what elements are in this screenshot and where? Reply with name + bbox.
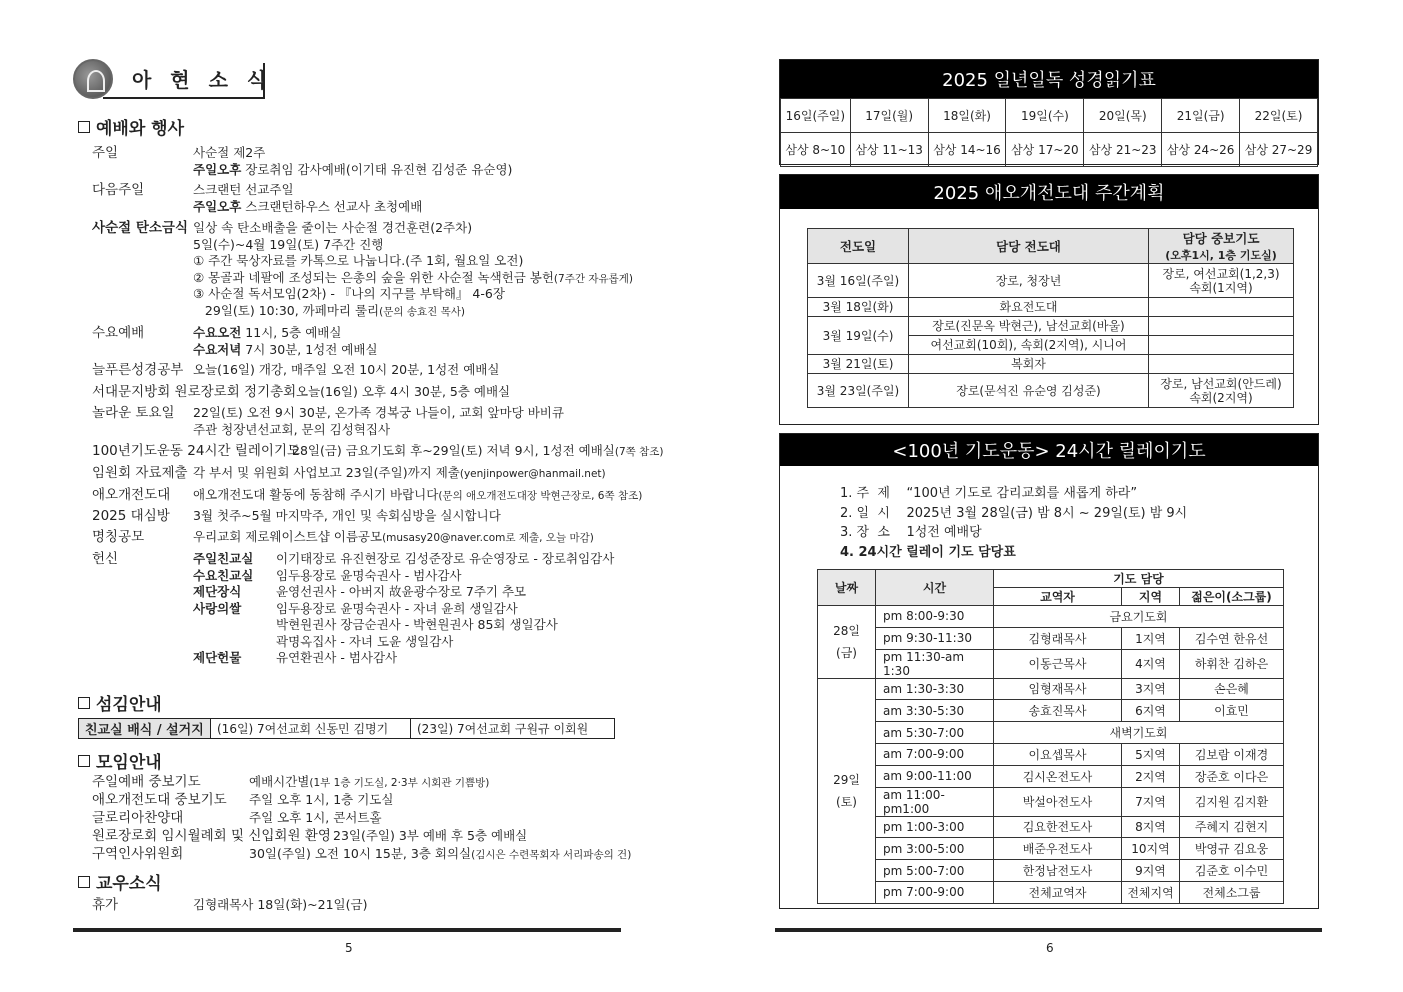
- relay-youth: 김준호 이수민: [1180, 860, 1284, 882]
- heading-text: 모임안내: [96, 753, 162, 773]
- bible-reading-cell: 삼상 8~10: [781, 133, 851, 167]
- lent-line: ② 몽골과 네팔에 조성되는 은총의 숲을 위한 사순절 녹색헌금 봉헌(7주간 자유롭게): [193, 269, 633, 285]
- staff-label: 휴가: [92, 897, 119, 913]
- lent-line: 5일(수)~4월 19일(토) 7주간 진행: [193, 236, 384, 252]
- bible-reading-cell: 삼상 21~23: [1084, 133, 1162, 167]
- offering-label: 헌신: [92, 551, 119, 567]
- bible-days-row: [781, 99, 1318, 133]
- event-text: 오늘(16일) 오후 4시 30분, 5층 예배실: [296, 384, 511, 399]
- mission-date: 3월 21일(토): [808, 355, 909, 374]
- mission-title: 2025 애오개전도대 주간계획: [780, 175, 1318, 209]
- mission-table: [807, 228, 1294, 408]
- saturday-label: 놀라운 토요일: [92, 405, 175, 421]
- bible-day-cell: 20일(목): [1084, 99, 1162, 133]
- mission-team: 여선교회(10회), 속회(2지역), 시니어: [909, 336, 1149, 355]
- relay-row: [818, 678, 1284, 700]
- relay-area: 9지역: [1122, 860, 1180, 882]
- relay-h-youth: 젊은이(소그룹): [1180, 588, 1284, 606]
- event-label: 서대문지방회 원로장로회 정기총회: [92, 384, 297, 400]
- page-number: 5: [345, 941, 353, 955]
- notice-label: 100년기도운동 24시간 릴레이기도: [92, 443, 301, 459]
- relay-merged: 새벽기도회: [994, 722, 1284, 744]
- relay-time: am 3:30-5:30: [876, 700, 994, 722]
- relay-info-line: 2. 일 시 2025년 3월 28일(금) 밤 8시 ~ 29일(토) 밤 9시: [840, 505, 1188, 521]
- lent-line: 일상 속 탄소배출을 줄이는 사순절 경건훈련(2주차): [193, 220, 473, 235]
- checkbox-icon: [78, 121, 90, 133]
- mission-prayer: [1149, 298, 1294, 317]
- relay-area: 2지역: [1122, 765, 1180, 787]
- notice-label: 임원회 자료제출: [92, 465, 188, 481]
- bible-reading-cell: 삼상 14~16: [928, 133, 1006, 167]
- mission-team: 장로, 청장년: [909, 264, 1149, 298]
- header-date: 전도일: [808, 229, 909, 264]
- meeting-text: 주일 오후 1시, 콘서트홀: [249, 810, 382, 825]
- bible-readings-row: [781, 133, 1318, 167]
- mission-prayer: 장로, 여선교회(1,2,3) 속회(1지역): [1149, 264, 1294, 298]
- footer-rule: [73, 928, 621, 932]
- bible-day-cell: 22일(토): [1240, 99, 1318, 133]
- relay-row: [818, 838, 1284, 860]
- offering-type: 주일친교실: [193, 551, 254, 566]
- relay-area: 6지역: [1122, 700, 1180, 722]
- mission-prayer: [1149, 336, 1294, 355]
- lent-line: ① 주간 묵상자료를 카톡으로 나눕니다.(주 1회, 월요일 오전): [193, 253, 524, 268]
- relay-area: 5지역: [1122, 743, 1180, 765]
- heading-worship: [78, 114, 184, 139]
- bible-reading-cell: 삼상 17~20: [1006, 133, 1084, 167]
- offering-type: 제단장식: [193, 584, 242, 599]
- offering-line: 이기태장로 유진현장로 김성준장로 유순영장로 - 장로취임감사: [276, 551, 615, 566]
- bible-reading-cell: 삼상 27~29: [1240, 133, 1318, 167]
- section-title: 아 현 소 식: [132, 68, 273, 92]
- bible-day-cell: 16일(주일): [781, 99, 851, 133]
- mission-prayer: 장로, 남선교회(안드레) 속회(2지역): [1149, 374, 1294, 408]
- heading-text: 예배와 행사: [96, 119, 185, 139]
- notice-text: 우리교회 제로웨이스트샵 이름공모(musasy20@naver.com로 제출, 오늘 마감): [193, 529, 594, 544]
- mission-date: 3월 18일(화): [808, 298, 909, 317]
- relay-staff: 김형래목사: [994, 627, 1122, 649]
- checkbox-icon: [78, 755, 90, 767]
- notice-text: 애오개전도대 활동에 동참해 주시기 바랍니다(문의 애오개전도대장 박현근장로, 6쪽 참조): [193, 487, 643, 502]
- relay-row: [818, 722, 1284, 744]
- relay-youth: 김지원 김지환: [1180, 787, 1284, 816]
- worship-line: 주일오후 장로취임 감사예배(이기태 유진현 김성준 유순영): [193, 161, 513, 177]
- relay-area: 8지역: [1122, 816, 1180, 838]
- meeting-text: 23일(주일) 3부 예배 후 5층 예배실: [333, 828, 528, 843]
- heading-text: 섬김안내: [96, 695, 162, 715]
- worship-line: 스크랜턴 선교주일: [193, 182, 294, 197]
- bible-day-cell: 18일(화): [928, 99, 1006, 133]
- relay-h-staff: 교역자: [994, 588, 1122, 606]
- offering-line: 박현원권사 장금순권사 - 박현원권사 85회 생일감사: [276, 617, 558, 632]
- relay-staff: 배준우전도사: [994, 838, 1122, 860]
- relay-youth: 이효민: [1180, 700, 1284, 722]
- relay-row: [818, 860, 1284, 882]
- heading-text: 교우소식: [96, 874, 162, 894]
- left-page: [0, 0, 700, 992]
- relay-merged: 금요기도회: [994, 606, 1284, 628]
- relay-staff: 이동근목사: [994, 649, 1122, 678]
- offering-line: 곽명옥집사 - 자녀 도윤 생일감사: [276, 633, 454, 649]
- bible-table: [780, 98, 1318, 167]
- heading-service: [78, 690, 162, 715]
- relay-h-date: 날짜: [818, 570, 876, 606]
- bible-title: 2025 일년일독 성경읽기표: [780, 60, 1318, 98]
- relay-area: 10지역: [1122, 838, 1180, 860]
- bible-day-cell: 19일(수): [1006, 99, 1084, 133]
- meeting-text: 주일 오후 1시, 1층 기도실: [249, 792, 394, 807]
- relay-day: 28일 (금): [818, 606, 876, 679]
- relay-area: 7지역: [1122, 787, 1180, 816]
- checkbox-icon: [78, 876, 90, 888]
- mission-row: [808, 355, 1294, 374]
- mission-row: [808, 298, 1294, 317]
- relay-staff: 임형재목사: [994, 678, 1122, 700]
- offering-type: 수요친교실: [193, 567, 254, 583]
- relay-time: pm 5:00-7:00: [876, 860, 994, 882]
- bible-day-cell: 21일(금): [1162, 99, 1240, 133]
- mission-team: 장로(문석진 유순영 김성준): [909, 374, 1149, 408]
- meeting-text: 30일(주일) 오전 10시 15분, 3층 회의실(김시은 수련목회자 서리파송의 건): [249, 846, 632, 861]
- meeting-label: 주일예배 중보기도: [92, 774, 201, 790]
- relay-youth: 김수연 한유선: [1180, 627, 1284, 649]
- wed-line: 수요저녁 7시 30분, 1성전 예배실: [193, 341, 378, 357]
- relay-row: [818, 765, 1284, 787]
- relay-staff: 송효진목사: [994, 700, 1122, 722]
- service-week1: (16일) 7여선교회 신동민 김명기: [211, 719, 411, 738]
- relay-youth: 손은혜: [1180, 678, 1284, 700]
- meeting-text: 예배시간별(1부 1층 기도실, 2·3부 시회관 기쁨방): [249, 774, 490, 789]
- mission-team: 복회자: [909, 355, 1149, 374]
- mission-row: [808, 374, 1294, 408]
- relay-table: [817, 569, 1284, 904]
- notice-label: 명칭공모: [92, 529, 145, 545]
- relay-staff: 전체교역자: [994, 881, 1122, 903]
- offering-line: 유연환권사 - 범사감사: [276, 650, 398, 665]
- mission-prayer: [1149, 317, 1294, 336]
- relay-youth: 장준호 이다은: [1180, 765, 1284, 787]
- lent-label: 사순절 탄소금식: [92, 220, 188, 236]
- footer-rule-right: [775, 928, 1322, 932]
- relay-youth: 김보람 이재경: [1180, 743, 1284, 765]
- relay-time: pm 8:00-9:30: [876, 606, 994, 628]
- meeting-label: 구역인사위원회: [92, 846, 184, 862]
- wed-line: 수요오전 11시, 5층 예배실: [193, 325, 342, 340]
- mission-date: 3월 23일(주일): [808, 374, 909, 408]
- header-team: 담당 전도대: [909, 229, 1149, 264]
- mission-row: [808, 264, 1294, 298]
- lent-line: ③ 사순절 독서모임(2차) - 『나의 지구를 부탁해』 4-6장: [193, 286, 505, 301]
- relay-time: pm 7:00-9:00: [876, 881, 994, 903]
- page-number-right: 6: [1046, 941, 1054, 955]
- heading-meetings: [78, 748, 162, 773]
- heading-staff: [78, 869, 162, 894]
- bible-reading-cell: 삼상 24~26: [1162, 133, 1240, 167]
- mission-team: 장로(진문옥 박현근), 남선교회(바울): [909, 317, 1149, 336]
- worship-label: 다음주일: [92, 182, 145, 198]
- relay-youth: 박영규 김요웅: [1180, 838, 1284, 860]
- offering-line: 임두용장로 윤명숙권사 - 자녀 윤희 생일감사: [276, 600, 518, 616]
- mission-header-row: [808, 229, 1294, 264]
- relay-info-line: 3. 장 소 1성전 예배당: [840, 525, 982, 540]
- relay-staff: 박설아전도사: [994, 787, 1122, 816]
- event-text: 오늘(16일) 개강, 매주일 오전 10시 20분, 1성전 예배실: [193, 362, 500, 377]
- relay-row: [818, 816, 1284, 838]
- bible-day-cell: 17일(월): [850, 99, 928, 133]
- relay-time: pm 9:30-11:30: [876, 627, 994, 649]
- relay-row: [818, 881, 1284, 903]
- mission-prayer: [1149, 355, 1294, 374]
- notice-label: 애오개전도대: [92, 487, 171, 503]
- relay-youth: 전체소그룹: [1180, 881, 1284, 903]
- relay-h-area: 지역: [1122, 588, 1180, 606]
- relay-info-line: 4. 24시간 릴레이 기도 담당표: [840, 544, 1016, 560]
- service-label: 친교실 배식 / 설거지: [79, 719, 211, 738]
- relay-time: am 1:30-3:30: [876, 678, 994, 700]
- mission-date: 3월 19일(수): [808, 317, 909, 355]
- relay-row: [818, 787, 1284, 816]
- meeting-label: 원로장로회 임시월례회 및 신입회원 환영: [92, 828, 331, 844]
- relay-time: am 9:00-11:00: [876, 765, 994, 787]
- worship-label: 주일: [92, 145, 119, 161]
- relay-staff: 김시온전도사: [994, 765, 1122, 787]
- relay-row: [818, 627, 1284, 649]
- service-week2: (23일) 7여선교회 구원규 이회원: [417, 722, 589, 736]
- saturday-line: 22일(토) 오전 9시 30분, 온가족 경복궁 나들이, 교회 앞마당 바비큐: [193, 405, 564, 420]
- offering-type: 사랑의쌀: [193, 600, 242, 616]
- relay-time: am 5:30-7:00: [876, 722, 994, 744]
- relay-row: [818, 700, 1284, 722]
- offering-type: 제단헌물: [193, 650, 242, 665]
- relay-day: 29일 (토): [818, 678, 876, 903]
- offering-line: 임두용장로 윤명숙권사 - 범사감사: [276, 567, 462, 583]
- mission-row: [808, 317, 1294, 336]
- relay-staff: 한정남전도사: [994, 860, 1122, 882]
- relay-row: [818, 649, 1284, 678]
- relay-h-group: 기도 담당: [994, 570, 1284, 588]
- relay-area: 3지역: [1122, 678, 1180, 700]
- bible-reading-cell: 삼상 11~13: [850, 133, 928, 167]
- relay-area: 4지역: [1122, 649, 1180, 678]
- relay-info-line: 1. 주 제 “100년 기도로 감리교회를 새롭게 하라”: [840, 486, 1138, 501]
- notice-label: 2025 대심방: [92, 508, 170, 524]
- relay-time: pm 11:30-am 1:30: [876, 649, 994, 678]
- meeting-label: 애오개전도대 중보기도: [92, 792, 227, 808]
- meeting-label: 글로리아찬양대: [92, 810, 184, 826]
- relay-header-row: [818, 570, 1284, 588]
- notice-text: 각 부서 및 위원회 사업보고 23일(주일)까지 제출(yenjinpower@hanmail.net): [193, 465, 606, 480]
- worship-line: 주일오후 스크랜턴하우스 선교사 초청예배: [193, 198, 423, 214]
- mission-date: 3월 16일(주일): [808, 264, 909, 298]
- relay-time: pm 1:00-3:00: [876, 816, 994, 838]
- relay-staff: 이요셉목사: [994, 743, 1122, 765]
- relay-time: am 7:00-9:00: [876, 743, 994, 765]
- relay-title: <100년 기도운동> 24시간 릴레이기도: [780, 434, 1318, 466]
- relay-time: am 11:00-pm1:00: [876, 787, 994, 816]
- relay-youth: 주혜지 김현지: [1180, 816, 1284, 838]
- relay-area: 1지역: [1122, 627, 1180, 649]
- lent-line: 29일(토) 10:30, 까페마리 룰리(문의 송효진 목사): [193, 302, 465, 318]
- checkbox-icon: [78, 697, 90, 709]
- mission-team: 화요전도대: [909, 298, 1149, 317]
- notice-text: 28일(금) 금요기도회 후~29일(토) 저녁 9시, 1성전 예배실(7쪽 참조): [292, 443, 664, 458]
- header-prayer: 담당 중보기도 (오후1시, 1층 기도실): [1149, 229, 1294, 264]
- offering-line: 윤영선권사 - 아버지 故윤광수장로 7주기 추모: [276, 584, 527, 599]
- relay-h-time: 시간: [876, 570, 994, 606]
- wed-label: 수요예배: [92, 325, 145, 341]
- staff-text: 김형래목사 18일(화)~21일(금): [193, 897, 368, 912]
- saturday-line: 주관 청장년선교회, 문의 김성혁집사: [193, 421, 391, 437]
- relay-row: [818, 743, 1284, 765]
- notice-text: 3월 첫주~5월 마지막주, 개인 및 속회심방을 실시합니다: [193, 508, 501, 523]
- relay-staff: 김요한전도사: [994, 816, 1122, 838]
- relay-area: 전체지역: [1122, 881, 1180, 903]
- service-table: [78, 718, 615, 739]
- relay-youth: 하휘찬 김하은: [1180, 649, 1284, 678]
- worship-line: 사순절 제2주: [193, 145, 266, 160]
- event-label: 늘푸른성경공부: [92, 362, 184, 378]
- relay-time: pm 3:00-5:00: [876, 838, 994, 860]
- relay-row: [818, 606, 1284, 628]
